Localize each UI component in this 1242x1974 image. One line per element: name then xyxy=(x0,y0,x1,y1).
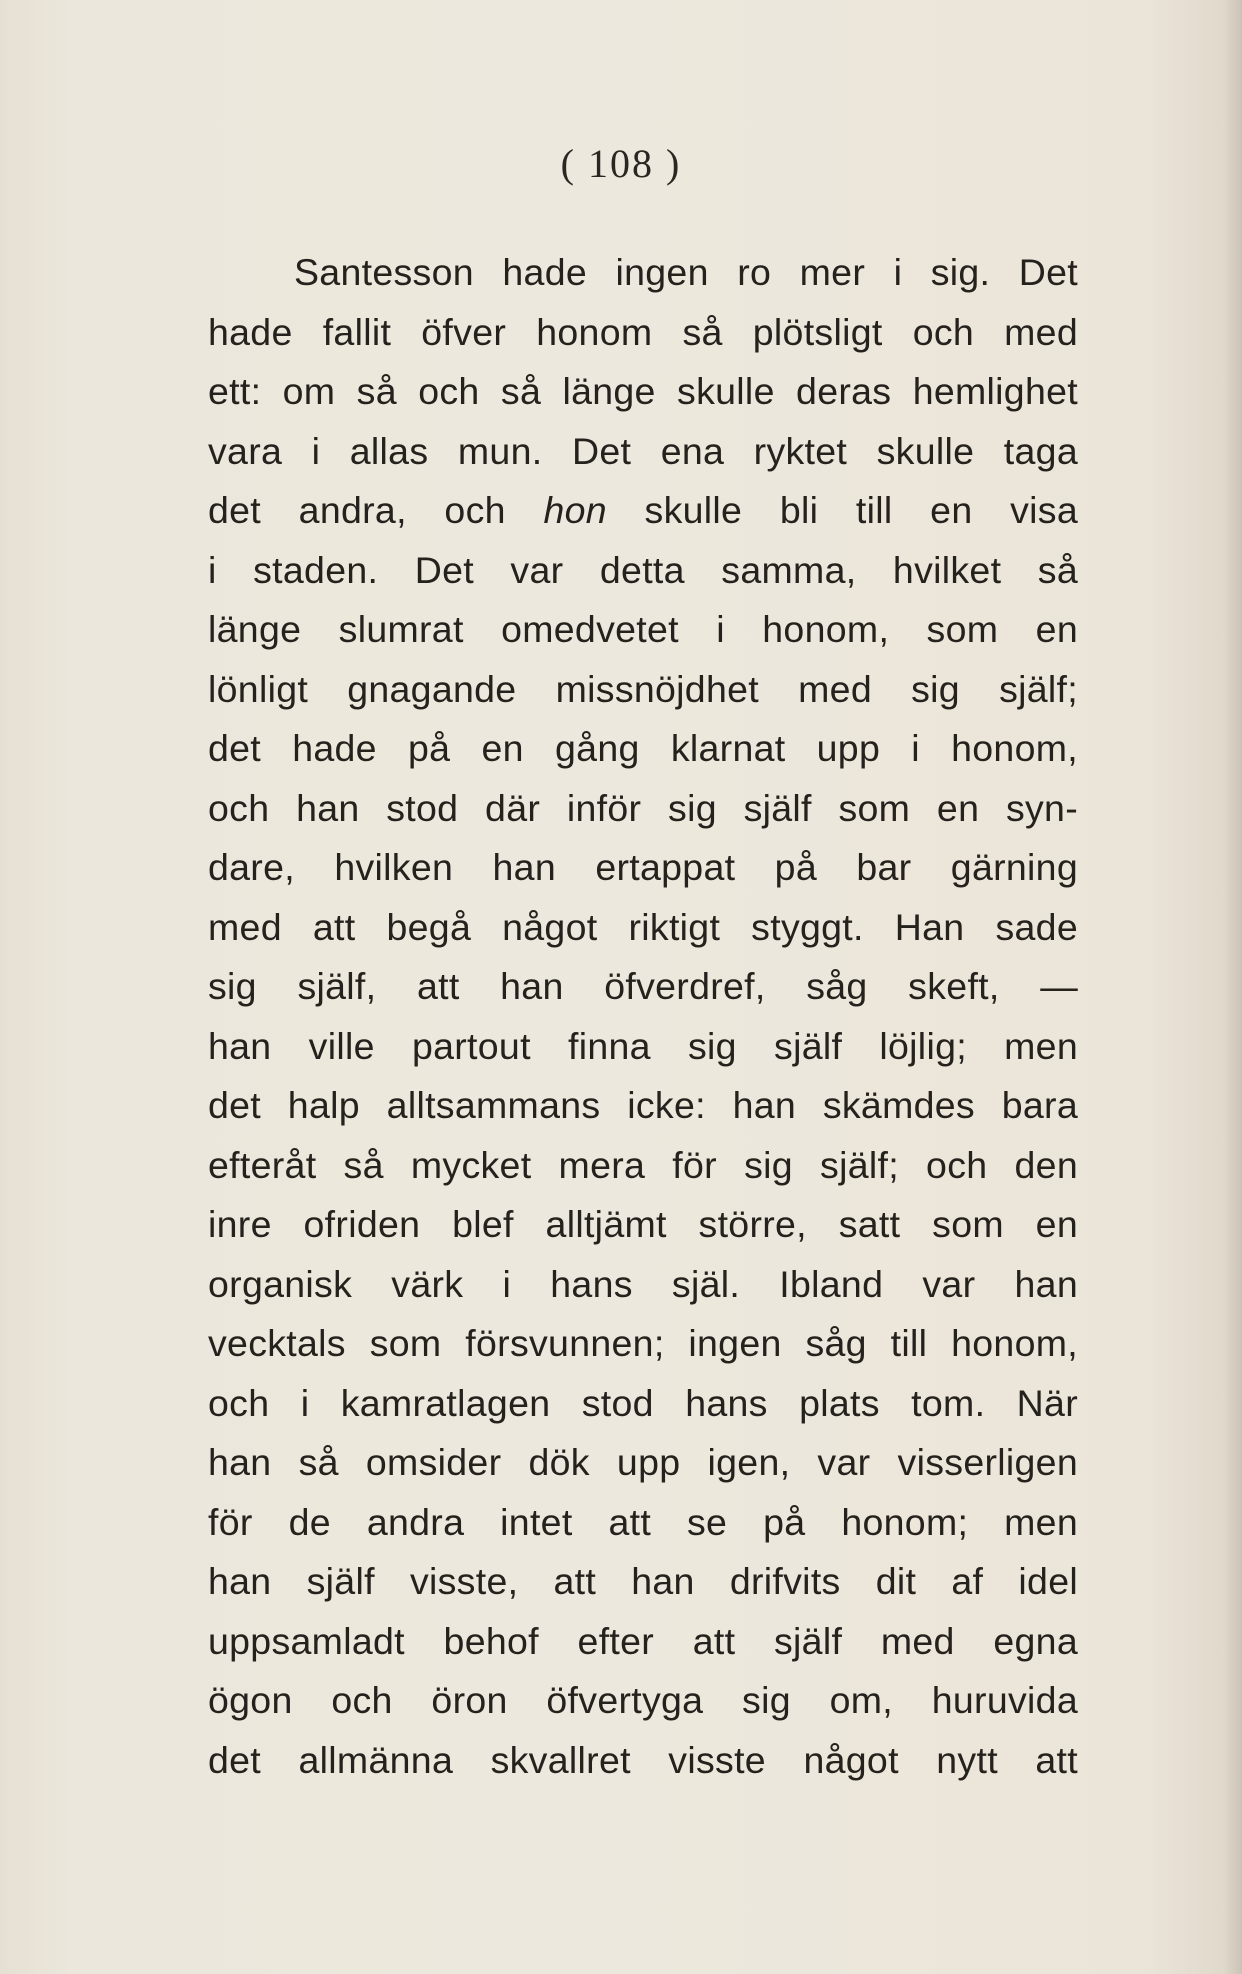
text-line: för de andra intet att se på honom; men xyxy=(208,1500,1078,1543)
text-line: han själf visste, att han drifvits dit af idel xyxy=(208,1560,1078,1602)
text-line: vecktals som försvunnen; ingen såg till honom, xyxy=(208,1322,1078,1364)
text-line: dare, hvilken han ertappat på bar gärning xyxy=(208,846,1078,888)
page-number: ( 108 ) xyxy=(560,141,682,186)
text-line: länge slumrat omedvetet i honom, som en xyxy=(208,608,1078,650)
text-line: inre ofriden blef alltjämt större, satt som en xyxy=(208,1203,1078,1245)
text-line: det hade på en gång klarnat upp i honom, xyxy=(208,727,1078,769)
text-line: det halp alltsammans icke: han skämdes bara xyxy=(208,1084,1078,1126)
text-line: ett: om så och så länge skulle deras hemlighet xyxy=(208,370,1078,412)
body-text xyxy=(208,243,1078,1790)
text-line: efteråt så mycket mera för sig själf; och den xyxy=(208,1143,1078,1186)
text-line: med att begå något riktigt styggt. Han sade xyxy=(208,905,1078,948)
italic-word: hon xyxy=(543,489,607,531)
text-line: ögon och öron öfvertyga sig om, huruvida xyxy=(208,1679,1078,1721)
page-edge-shadow xyxy=(1224,0,1242,1974)
text-line: det allmänna skvallret visste något nytt att xyxy=(208,1738,1078,1781)
text-line: och i kamratlagen stod hans plats tom. När xyxy=(208,1381,1078,1424)
text-line: han ville partout finna sig själf löjlig; men xyxy=(208,1024,1078,1067)
text-line: han så omsider dök upp igen, var visserligen xyxy=(208,1441,1078,1483)
text-line: Santesson hade ingen ro mer i sig. Det xyxy=(294,251,1078,293)
text-line: och han stod där inför sig själf som en syn- xyxy=(208,786,1078,829)
text-line: hade fallit öfver honom så plötsligt och med xyxy=(208,310,1078,353)
text-line: vara i allas mun. Det ena ryktet skulle taga xyxy=(208,429,1078,472)
text-line xyxy=(208,481,1078,541)
text-fragment: det andra, och xyxy=(208,489,544,531)
text-line: uppsamladt behof efter att själf med egna xyxy=(208,1619,1078,1662)
text-line: lönligt gnagande missnöjdhet med sig själf; xyxy=(208,667,1078,710)
text-line: organisk värk i hans själ. Ibland var han xyxy=(208,1262,1078,1305)
text-line: i staden. Det var detta samma, hvilket så xyxy=(208,548,1078,591)
text-line: sig själf, att han öfverdref, såg skeft, — xyxy=(208,965,1078,1007)
text-fragment: skulle bli till en visa xyxy=(606,489,1078,531)
